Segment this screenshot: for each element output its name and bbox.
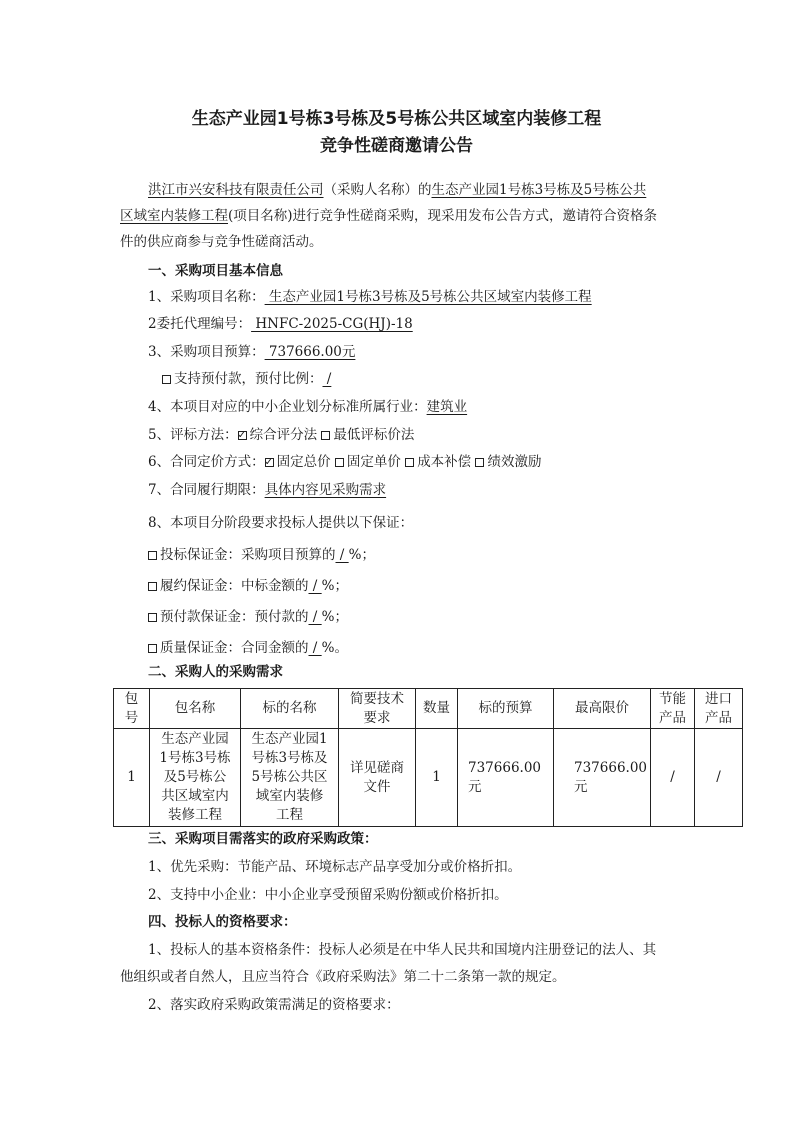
field-value: HNFC-2025-CG(HJ)-18 — [251, 316, 413, 332]
field-label: 1、采购项目名称： — [148, 289, 265, 305]
field-label: 4、本项目对应的中小企业划分标准所属行业： — [148, 399, 427, 415]
policy-paragraph: 2、支持中小企业：中小企业享受预留采购份额或价格折扣。 — [148, 887, 508, 903]
item-contract-period — [148, 481, 386, 499]
field-label: 投标保证金：采购项目预算的 — [160, 547, 336, 563]
field-value: / — [335, 547, 349, 563]
table-cell: 生态产业园 1号栋3号栋 及5号栋公 共区域室内 装修工程 — [150, 729, 241, 827]
guarantee-prepay — [148, 608, 348, 626]
checked-checkbox-icon[interactable] — [265, 458, 274, 467]
checkbox-icon[interactable] — [475, 458, 484, 467]
project-name-cont: 区域室内装修工程 — [120, 208, 228, 224]
item-guarantees: 8、本项目分阶段要求投标人提供以下保证： — [148, 515, 414, 531]
requirements-table — [113, 688, 743, 827]
option-label: 最低评标价法 — [333, 427, 415, 443]
option-label: 综合评分法 — [249, 427, 318, 443]
intro-line-2 — [120, 207, 657, 225]
purchaser-name: 洪江市兴安科技有限责任公司 — [148, 182, 324, 198]
table-row — [114, 729, 743, 827]
item-eval-method — [148, 426, 414, 444]
item-pricing-method — [148, 453, 541, 471]
table-cell: / — [695, 729, 743, 827]
table-header-cell: 数量 — [416, 689, 458, 729]
qualification-paragraph: 2、落实政府采购政策需满足的资格要求： — [148, 997, 400, 1013]
item-agency-code — [148, 315, 413, 333]
field-suffix: %； — [348, 547, 375, 563]
section-heading: 四、投标人的资格要求： — [148, 914, 297, 930]
field-value: / — [308, 640, 322, 656]
table-cell: / — [651, 729, 695, 827]
checkbox-icon[interactable] — [148, 551, 157, 560]
field-label: 3、采购项目预算： — [148, 344, 265, 360]
field-suffix: %。 — [321, 640, 348, 656]
field-suffix: %； — [321, 609, 348, 625]
checkbox-icon[interactable] — [321, 431, 330, 440]
option-label: 成本补偿 — [417, 454, 472, 470]
option-label: 绩效激励 — [487, 454, 542, 470]
field-value: 建筑业 — [426, 399, 468, 415]
table-header-cell: 简要技术 要求 — [339, 689, 416, 729]
guarantee-bid — [148, 546, 375, 564]
table-cell: 详见磋商 文件 — [339, 729, 416, 827]
table-header-cell: 最高限价 — [554, 689, 651, 729]
document-subtitle: 竞争性磋商邀请公告 — [320, 136, 473, 156]
field-label: 质量保证金：合同金额的 — [160, 640, 309, 656]
checkbox-icon[interactable] — [335, 458, 344, 467]
intro-line-3: 件的供应商参与竞争性磋商活动。 — [120, 234, 323, 250]
checked-checkbox-icon[interactable] — [238, 431, 247, 440]
item-budget — [148, 343, 355, 361]
item-project-name — [148, 288, 592, 306]
guarantee-quality — [148, 639, 348, 657]
option-label: 固定总价 — [276, 454, 331, 470]
table-cell: 737666.00 元 — [554, 729, 651, 827]
field-suffix: %； — [321, 578, 348, 594]
qualification-paragraph-cont: 他组织或者自然人，且应当符合《政府采购法》第二十二条第一款的规定。 — [120, 969, 566, 985]
table-header-cell: 节能 产品 — [651, 689, 695, 729]
field-value: 生态产业园1号栋3号栋及5号栋公共区域室内装修工程 — [264, 289, 592, 305]
field-label: 5、评标方法： — [148, 427, 238, 443]
field-label: 支持预付款，预付比例： — [174, 371, 323, 387]
table-header-cell: 标的预算 — [458, 689, 554, 729]
intro-text: （采购人名称）的 — [323, 182, 432, 198]
item-industry — [148, 398, 467, 416]
table-cell: 1 — [416, 729, 458, 827]
field-label: 预付款保证金：预付款的 — [160, 609, 309, 625]
guarantee-performance — [148, 577, 348, 595]
section-heading: 二、采购人的采购需求 — [148, 664, 283, 680]
field-label: 2委托代理编号： — [148, 316, 252, 332]
document-title: 生态产业园1号栋3号栋及5号栋公共区域室内装修工程 — [191, 109, 602, 129]
checkbox-icon[interactable] — [148, 582, 157, 591]
field-value: 737666.00元 — [264, 344, 356, 360]
option-label: 固定单价 — [346, 454, 401, 470]
section-heading: 三、采购项目需落实的政府采购政策： — [148, 831, 378, 847]
table-header-cell: 包名称 — [150, 689, 241, 729]
table-cell: 1 — [114, 729, 150, 827]
policy-paragraph: 1、优先采购：节能产品、环境标志产品享受加分或价格折扣。 — [148, 859, 522, 875]
field-value: / — [308, 578, 322, 594]
checkbox-icon[interactable] — [162, 375, 171, 384]
table-header-row — [114, 689, 743, 729]
field-label: 7、合同履行期限： — [148, 482, 265, 498]
section-heading: 一、采购项目基本信息 — [148, 263, 283, 279]
field-label: 履约保证金：中标金额的 — [160, 578, 309, 594]
table-header-cell: 包 号 — [114, 689, 150, 729]
item-prepay — [162, 370, 331, 388]
qualification-paragraph: 1、投标人的基本资格条件：投标人必须是在中华人民共和国境内注册登记的法人、其 — [148, 942, 657, 958]
checkbox-icon[interactable] — [148, 613, 157, 622]
table-cell: 生态产业园1 号栋3号栋及 5号栋公共区 域室内装修 工程 — [241, 729, 339, 827]
table-cell: 737666.00 元 — [458, 729, 554, 827]
field-label: 6、合同定价方式： — [148, 454, 265, 470]
intro-text: (项目名称)进行竞争性磋商采购，现采用发布公告方式，邀请符合资格条 — [228, 208, 658, 224]
intro-line-1 — [148, 181, 646, 199]
field-value: / — [308, 609, 322, 625]
checkbox-icon[interactable] — [405, 458, 414, 467]
checkbox-icon[interactable] — [148, 644, 157, 653]
field-value: / — [322, 371, 332, 387]
project-name: 生态产业园1号栋3号栋及5号栋公共 — [431, 182, 647, 198]
field-value: 具体内容见采购需求 — [264, 482, 387, 498]
table-header-cell: 进口 产品 — [695, 689, 743, 729]
table-header-cell: 标的名称 — [241, 689, 339, 729]
